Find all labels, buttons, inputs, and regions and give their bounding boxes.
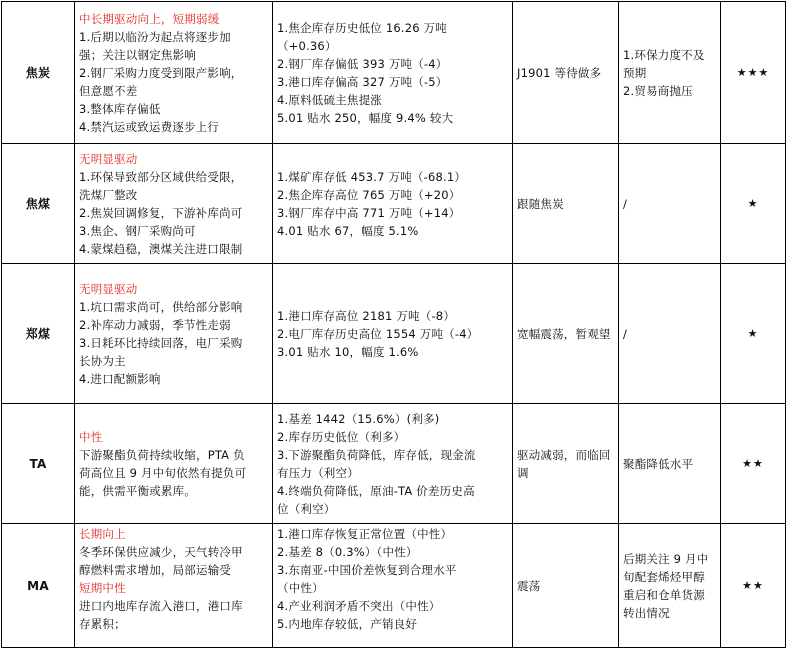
- data-cell: [273, 264, 513, 404]
- strategy-cell: [513, 404, 619, 524]
- risk-text: 后期关注 9 月中旬配套烯烃甲醇重启和仓单货源转出情况: [623, 551, 709, 620]
- rating-stars: ★★: [721, 524, 786, 648]
- strategy-text: J1901 等待做多: [517, 65, 602, 80]
- data-line: （中性）: [277, 581, 324, 595]
- strategy-text: 跟随焦炭: [517, 196, 564, 211]
- driver-title: 无明显驱动: [79, 151, 138, 166]
- driver-line: 3.日耗环比持续回落，电厂采购: [79, 335, 243, 350]
- driver-line: 能，供需平衡或累库。: [79, 483, 196, 498]
- driver-line: 荷高位且 9 月中旬依然有提负可: [79, 465, 247, 480]
- driver-line: 2.钢厂采购力度受到限产影响，: [79, 65, 243, 80]
- driver-line: 存累积；: [79, 617, 126, 631]
- driver-line: 但意愿不差: [79, 83, 138, 98]
- data-line: 2.焦企库存高位 765 万吨（+20）: [277, 187, 461, 202]
- data-line: 2.电厂库存历史高位 1554 万吨（-4）: [277, 326, 479, 341]
- data-line: 1.港口库存高位 2181 万吨（-8）: [277, 308, 456, 323]
- data-line: 3.下游聚酯负荷降低，库存低，现金流: [277, 447, 476, 462]
- data-line: 1.基差 1442（15.6%）(利多): [277, 411, 440, 426]
- data-line: 4.产业利润矛盾不突出（中性）: [277, 599, 441, 613]
- data-line: 1.港口库存恢复正常位置（中性）: [277, 527, 453, 541]
- table-row: [2, 2, 786, 144]
- data-line: 2.库存历史低位（利多）: [277, 429, 406, 444]
- driver-cell: [75, 2, 273, 144]
- driver-line: 4.进口配额影响: [79, 371, 161, 386]
- table-row: [2, 404, 786, 524]
- commodity-name: 焦煤: [2, 144, 75, 264]
- commodity-name: 郑煤: [2, 264, 75, 404]
- strategy-text: 驱动减弱，而临回调: [517, 447, 611, 480]
- driver-line: 强；关注以钢定焦影响: [79, 47, 196, 62]
- driver-line: 2.补库动力减弱，季节性走弱: [79, 317, 231, 332]
- commodity-name: MA: [2, 524, 75, 648]
- driver-line: 3.整体库存偏低: [79, 101, 161, 116]
- strategy-text: 宽幅震荡，暂观望: [517, 326, 611, 341]
- driver-line: 2.焦炭回调修复，下游补库尚可: [79, 205, 243, 220]
- data-line: 有压力（利空）: [277, 465, 359, 480]
- risk-cell: [619, 2, 721, 144]
- driver-line: 3.焦企、钢厂采购尚可: [79, 223, 196, 238]
- data-line: 位（利空）: [277, 501, 336, 516]
- table-row: [2, 524, 786, 648]
- rating-stars: ★: [721, 264, 786, 404]
- driver-line: 醇燃料需求增加，局部运输受: [79, 563, 232, 577]
- data-line: 1.焦企库存历史低位 16.26 万吨: [277, 20, 448, 35]
- driver-line: 洗煤厂整改: [79, 187, 138, 202]
- data-line: 4.原料低硫主焦提涨: [277, 92, 382, 107]
- strategy-cell: [513, 264, 619, 404]
- driver-cell: [75, 264, 273, 404]
- strategy-cell: [513, 524, 619, 648]
- data-line: 5.01 贴水 250，幅度 9.4% 较大: [277, 110, 454, 125]
- commodity-strategy-table: [1, 1, 786, 648]
- data-line: 3.港口库存偏高 327 万吨（-5）: [277, 74, 448, 89]
- data-cell: [273, 2, 513, 144]
- strategy-text: 震荡: [517, 578, 541, 593]
- data-line: 2.钢厂库存偏低 393 万吨（-4）: [277, 56, 448, 71]
- data-line: 1.煤矿库存低 453.7 万吨（-68.1）: [277, 169, 467, 184]
- data-cell: [273, 144, 513, 264]
- driver-cell: [75, 524, 273, 648]
- data-cell: [273, 524, 513, 648]
- risk-text: /: [623, 196, 628, 211]
- data-cell: [273, 404, 513, 524]
- data-line: 4.01 贴水 67，幅度 5.1%: [277, 223, 419, 238]
- rating-stars: ★: [721, 144, 786, 264]
- data-line: 4.终端负荷降低，原油-TA 价差历史高: [277, 483, 475, 498]
- risk-cell: [619, 404, 721, 524]
- strategy-cell: [513, 2, 619, 144]
- table-row: [2, 144, 786, 264]
- risk-text: 1.环保力度不及预期 2.贸易商抛压: [623, 47, 705, 98]
- table-row: [2, 264, 786, 404]
- driver-line: 1.后期以临汾为起点将逐步加: [79, 29, 231, 44]
- driver-title-short-term: 短期中性: [79, 581, 126, 595]
- data-line: 3.01 贴水 10，幅度 1.6%: [277, 344, 419, 359]
- data-line: 3.钢厂库存中高 771 万吨（+14）: [277, 205, 461, 220]
- risk-cell: [619, 524, 721, 648]
- driver-line: 1.坑口需求尚可，供给部分影响: [79, 299, 243, 314]
- strategy-cell: [513, 144, 619, 264]
- risk-text: 聚酯降低水平: [623, 456, 694, 471]
- rating-stars: ★★: [721, 404, 786, 524]
- driver-title: 中性: [79, 429, 103, 444]
- risk-cell: [619, 264, 721, 404]
- driver-title: 中长期驱动向上，短期弱缓: [79, 11, 220, 26]
- rating-stars: ★★★: [721, 2, 786, 144]
- driver-line: 下游聚酯负荷持续收缩，PTA 负: [79, 447, 245, 462]
- driver-title: 无明显驱动: [79, 281, 138, 296]
- data-line: （+0.36）: [277, 38, 337, 53]
- driver-cell: [75, 404, 273, 524]
- driver-line: 冬季环保供应减少，天气转冷甲: [79, 545, 243, 559]
- data-line: 5.内地库存较低，产销良好: [277, 617, 418, 631]
- driver-line: 进口内地库存流入港口，港口库: [79, 599, 243, 613]
- driver-line: 长协为主: [79, 353, 126, 368]
- risk-cell: [619, 144, 721, 264]
- data-line: 3.东南亚-中国价差恢复到合理水平: [277, 563, 457, 577]
- driver-line: 4.蒙煤趋稳，澳煤关注进口限制: [79, 241, 243, 256]
- data-line: 2.基差 8（0.3%）（中性）: [277, 545, 418, 559]
- driver-cell: [75, 144, 273, 264]
- driver-line: 1.环保导致部分区域供给受限，: [79, 169, 243, 184]
- commodity-name: TA: [2, 404, 75, 524]
- risk-text: /: [623, 326, 628, 341]
- driver-title: 长期向上: [79, 527, 126, 541]
- driver-line: 4.禁汽运或致运费逐步上行: [79, 119, 220, 134]
- commodity-name: 焦炭: [2, 2, 75, 144]
